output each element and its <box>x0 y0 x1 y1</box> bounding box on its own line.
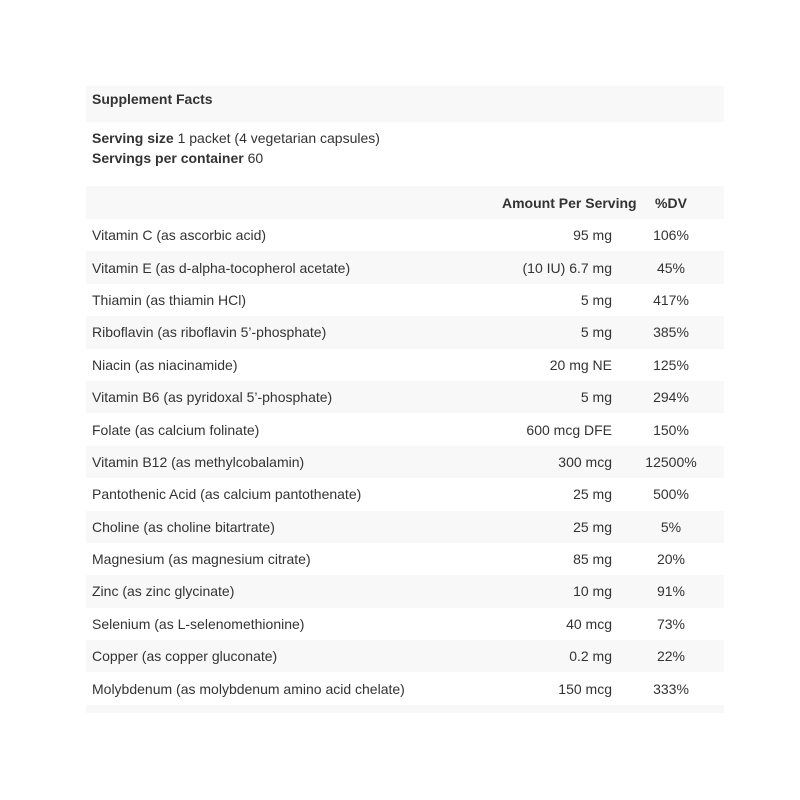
nutrient-amount: 300 mcg <box>558 453 612 470</box>
table-row <box>86 608 724 640</box>
nutrient-amount: 20 mg NE <box>549 356 612 373</box>
nutrient-dv: 12500% <box>645 453 697 470</box>
table-row <box>86 284 724 316</box>
nutrient-name: Thiamin (as thiamin HCl) <box>92 291 247 308</box>
nutrient-table <box>86 186 724 713</box>
nutrient-amount: 25 mg <box>573 486 612 503</box>
serving-size-value: 1 packet (4 vegetarian capsules) <box>177 130 380 146</box>
servings-per-container-value: 60 <box>247 150 264 166</box>
table-row <box>86 219 724 251</box>
nutrient-name: Pantothenic Acid (as calcium pantothenate) <box>92 486 362 503</box>
panel-title-bar <box>86 86 724 122</box>
table-row <box>86 640 724 672</box>
nutrient-table-body <box>86 219 724 713</box>
nutrient-dv: 125% <box>653 356 689 373</box>
servings-per-container-label: Servings per container <box>92 150 244 166</box>
table-row <box>86 672 724 704</box>
nutrient-name: Choline (as choline bitartrate) <box>92 518 275 535</box>
nutrient-name: Niacin (as niacinamide) <box>92 356 238 373</box>
nutrient-table-header <box>86 186 724 219</box>
nutrient-dv: 385% <box>653 324 689 341</box>
nutrient-amount: 150 mcg <box>558 680 612 697</box>
table-row <box>86 575 724 607</box>
table-footer-strip <box>86 705 724 713</box>
nutrient-amount: 5 mg <box>580 389 612 406</box>
header-amount: Amount Per Serving <box>496 186 626 219</box>
nutrient-name: Copper (as copper gluconate) <box>92 648 278 665</box>
serving-size-line <box>92 128 718 148</box>
nutrient-dv: 417% <box>653 291 689 308</box>
serving-info <box>86 122 724 186</box>
nutrient-dv: 333% <box>653 680 689 697</box>
nutrient-name: Vitamin C (as ascorbic acid) <box>92 227 267 244</box>
nutrient-dv: 150% <box>653 421 689 438</box>
nutrient-dv: 294% <box>653 389 689 406</box>
nutrient-amount: 25 mg <box>573 518 612 535</box>
table-row <box>86 446 724 478</box>
nutrient-name: Vitamin E (as d-alpha-tocopherol acetate) <box>92 259 351 276</box>
table-footer-cell <box>86 705 724 713</box>
header-nutrient <box>86 186 496 219</box>
nutrient-dv: 91% <box>656 583 686 600</box>
nutrient-name: Selenium (as L-selenomethionine) <box>92 615 305 632</box>
nutrient-dv: 73% <box>656 615 686 632</box>
nutrient-amount: (10 IU) 6.7 mg <box>522 259 612 276</box>
table-row <box>86 381 724 413</box>
table-row <box>86 478 724 510</box>
table-row <box>86 511 724 543</box>
nutrient-dv: 500% <box>653 486 689 503</box>
nutrient-amount: 40 mcg <box>566 615 612 632</box>
nutrient-amount: 0.2 mg <box>569 648 612 665</box>
nutrient-amount: 5 mg <box>580 324 612 341</box>
nutrient-amount: 5 mg <box>580 291 612 308</box>
nutrient-dv: 22% <box>656 648 686 665</box>
servings-per-container-line <box>92 148 718 168</box>
nutrient-dv: 106% <box>653 227 689 244</box>
serving-size-label: Serving size <box>92 130 174 146</box>
header-row <box>86 186 724 219</box>
nutrient-name: Zinc (as zinc glycinate) <box>92 583 235 600</box>
nutrient-name: Folate (as calcium folinate) <box>92 421 260 438</box>
table-row <box>86 349 724 381</box>
nutrient-dv: 5% <box>660 518 682 535</box>
nutrient-amount: 10 mg <box>573 583 612 600</box>
nutrient-name: Vitamin B12 (as methylcobalamin) <box>92 453 305 470</box>
nutrient-name: Vitamin B6 (as pyridoxal 5’-phosphate) <box>92 389 333 406</box>
nutrient-amount: 85 mg <box>573 551 612 568</box>
nutrient-dv: 20% <box>656 551 686 568</box>
table-row <box>86 251 724 283</box>
nutrient-name: Riboflavin (as riboflavin 5’-phosphate) <box>92 324 327 341</box>
nutrient-amount: 600 mcg DFE <box>526 421 612 438</box>
table-row <box>86 316 724 348</box>
nutrient-amount: 95 mg <box>573 227 612 244</box>
header-dv: %DV <box>626 186 724 219</box>
table-row <box>86 543 724 575</box>
nutrient-name: Magnesium (as magnesium citrate) <box>92 551 311 568</box>
supplement-facts-panel <box>86 86 724 713</box>
nutrient-name: Molybdenum (as molybdenum amino acid chelate) <box>92 680 405 697</box>
table-row <box>86 413 724 445</box>
nutrient-dv: 45% <box>656 259 686 276</box>
panel-title: Supplement Facts <box>92 91 213 107</box>
